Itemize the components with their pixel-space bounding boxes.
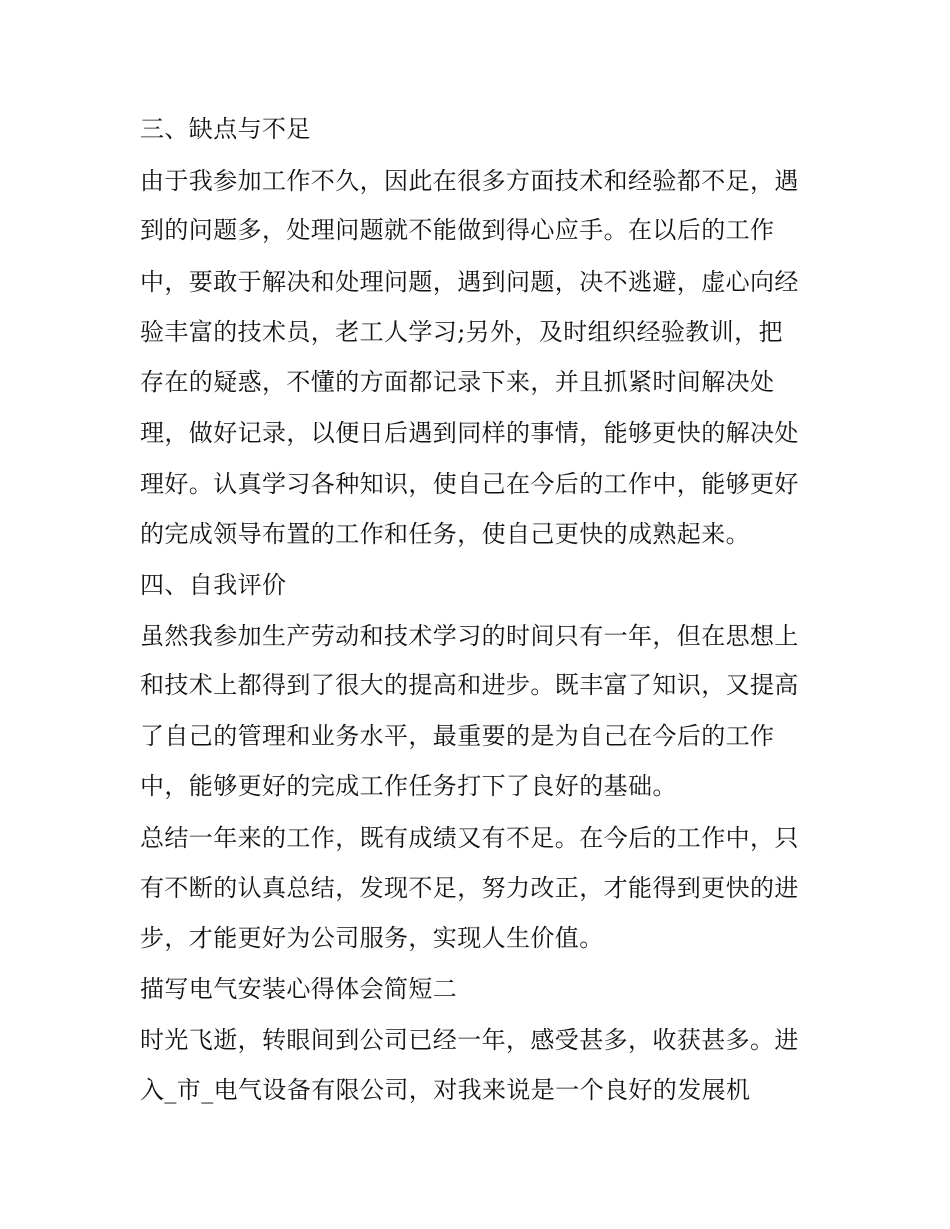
text-line: 理，做好记录，以便日后遇到同样的事情，能够更快的解决处: [140, 419, 799, 447]
text-line: 到的问题多，处理问题就不能做到得心应手。在以后的工作: [140, 216, 775, 244]
text-line: 理好。认真学习各种知识，使自己在今后的工作中，能够更好: [140, 470, 799, 498]
text-line: 总结一年来的工作，既有成绩又有不足。在今后的工作中，只: [140, 824, 799, 852]
text-line: 中，要敢于解决和处理问题，遇到问题，决不逃避，虚心向经: [140, 268, 799, 296]
text-line: 由于我参加工作不久，因此在很多方面技术和经验都不足，遇: [140, 167, 799, 195]
article-title: 描写电气安装心得体会简短二: [140, 975, 458, 1003]
text-line: 的完成领导布置的工作和任务，使自己更快的成熟起来。: [140, 520, 750, 548]
text-line: 中，能够更好的完成工作任务打下了良好的基础。: [140, 772, 677, 800]
text-line: 虽然我参加生产劳动和技术学习的时间只有一年，但在思想上: [140, 622, 799, 650]
section-heading-4: 四、自我评价: [140, 571, 287, 599]
text-line: 和技术上都得到了很大的提高和进步。既丰富了知识，又提高: [140, 671, 799, 699]
text-line: 入_市_电气设备有限公司，对我来说是一个良好的发展机: [140, 1076, 751, 1104]
text-line: 步，才能更好为公司服务，实现人生价值。: [140, 924, 604, 952]
section-heading-3: 三、缺点与不足: [140, 115, 311, 143]
text-line: 时光飞逝，转眼间到公司已经一年，感受甚多，收获甚多。进: [140, 1026, 799, 1054]
text-line: 有不断的认真总结，发现不足，努力改正，才能得到更快的进: [140, 874, 799, 902]
text-line: 存在的疑惑，不懂的方面都记录下来，并且抓紧时间解决处: [140, 368, 775, 396]
text-line: 验丰富的技术员，老工人学习;另外，及时组织经验教训，把: [140, 318, 783, 346]
text-line: 了自己的管理和业务水平，最重要的是为自己在今后的工作: [140, 722, 775, 750]
